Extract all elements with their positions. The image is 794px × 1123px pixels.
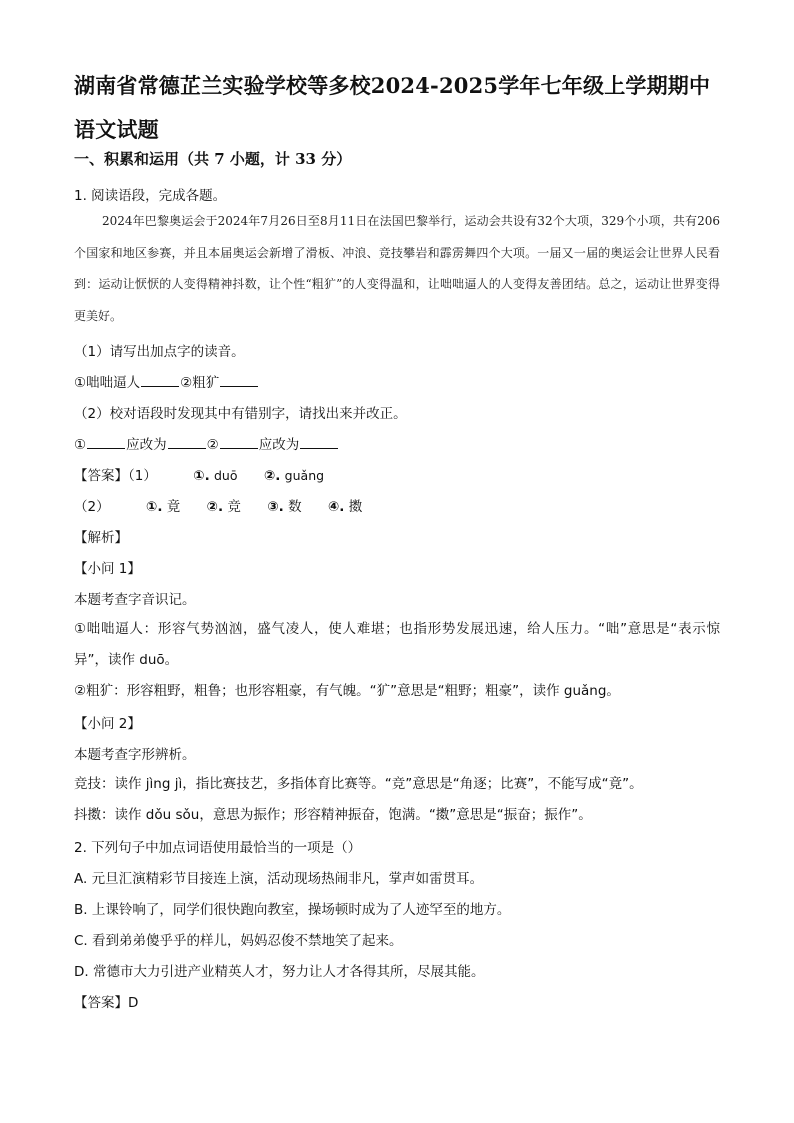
question-2-option-a: A. 元旦汇演精彩节目接连上演，活动现场热闹非凡，掌声如雷贯耳。 (74, 871, 484, 887)
answer-number: ②. (263, 468, 281, 484)
item-marker: ② (206, 437, 219, 453)
answer-value: 竞 (227, 499, 241, 515)
word-duoduobiren: ①咄咄逼人 (74, 375, 141, 391)
answer-value: 竟 (166, 499, 181, 515)
answer-value: 数 (288, 499, 302, 515)
small-question-2-explanation-2: 抖擞：读作 dǒu sǒu，意思为振作；形容精神振奋，饱满。“擞”意思是“振奋；振作”。 (74, 807, 592, 823)
question-2-stem: 2. 下列句子中加点词语使用最恰当的一项是（） (74, 840, 362, 856)
question-2-answer (74, 991, 138, 1011)
item-marker: ① (74, 437, 87, 453)
small-question-2-explanation-1: 竞技：读作 jìng jì，指比赛技艺，多指体育比赛等。“竞”意思是“角逐；比赛”，不能写成“竟”。 (74, 776, 643, 792)
answer-number: ④. (327, 499, 345, 515)
section-heading: 一、积累和运用（共 7 小题，计 33 分） (74, 150, 352, 168)
subquestion-1-blanks (74, 371, 259, 391)
question-2-option-b: B. 上课铃响了，同学们很快跑向教室，操场顿时成为了人迹罕至的地方。 (74, 902, 511, 918)
answer-blank (168, 436, 206, 449)
question-2-option-d: D. 常德市大力引进产业精英人才，努力让人才各得其所，尽展其能。 (74, 964, 485, 980)
answer-line-2 (74, 495, 362, 515)
small-question-2-intro: 本题考查字形辨析。 (74, 747, 196, 763)
small-question-1-explanation-2: ②粗犷：形容粗野，粗鲁；也形容粗豪，有气魄。“犷”意思是“粗野；粗豪”，读作 guǎng。 (74, 683, 620, 699)
subquestion-2-prompt: （2）校对语段时发现其中有错别字，请找出来并改正。 (74, 406, 407, 422)
answer-1b (264, 468, 324, 484)
question-1-passage: 2024年巴黎奥运会于2024年7月26日至8月11日在法国巴黎举行，运动会共设有32个大项，329个小项，共有206个国家和地区参赛，并且本届奥运会新增了滑板、冲浪、竞技攀岩和霹雳舞四个大项。一届又一届的奥运会让世界人民看到：运动让恹恹的人变得精神抖数，让个性“粗犷”的人变得温和，让咄咄逼人的人变得友善团结。总之，运动让世界变得更美好。 (74, 214, 720, 323)
word-cuguang: ②粗犷 (180, 375, 220, 391)
small-question-1-intro: 本题考查字音识记。 (74, 592, 196, 608)
analysis-label: 【解析】 (74, 530, 128, 546)
answer-2a (146, 495, 180, 515)
answer-value: duō (214, 468, 238, 483)
answer-blank (141, 374, 179, 387)
subquestion-1-prompt: （1）请写出加点字的读音。 (74, 344, 245, 360)
answer-2c (267, 495, 301, 515)
answer-number: ②. (206, 499, 224, 515)
answer-value: 擞 (348, 499, 363, 515)
answer-number: ①. (145, 499, 163, 515)
question-2-option-c: C. 看到弟弟傻乎乎的样儿，妈妈忍俊不禁地笑了起来。 (74, 933, 403, 949)
answer-number: ①. (193, 468, 210, 484)
answer-blank (220, 374, 258, 387)
answer-number: ③. (267, 499, 284, 515)
question-1-stem: 1. 阅读语段，完成各题。 (74, 188, 227, 204)
correction-label: 应改为 (126, 437, 167, 453)
answer-blank (87, 436, 125, 449)
answer-2b (207, 495, 241, 515)
correction-label: 应改为 (258, 437, 300, 453)
answer-1a (193, 468, 237, 484)
small-question-1-explanation-1: ①咄咄逼人：形容气势汹汹，盛气凌人，使人难堪；也指形势发展迅速，给人压力。“咄”意思是“表示惊异”，读作 duō。 (74, 621, 720, 668)
subquestion-2-blanks (74, 433, 339, 453)
answer-value: D (128, 995, 139, 1011)
small-question-1-label: 【小问 1】 (74, 561, 141, 577)
answer-2d (328, 495, 362, 515)
answer-label: 【答案】 (74, 995, 128, 1011)
document-title: 湖南省常德芷兰实验学校等多校2024-2025学年七年级上学期期中语文试题 (74, 73, 711, 142)
answer-blank (300, 436, 338, 449)
answer-part-label: （2） (74, 499, 110, 515)
answer-part-label: （1） (128, 468, 157, 484)
answer-value: guǎng (284, 468, 325, 483)
answer-blank (220, 436, 258, 449)
small-question-2-label: 【小问 2】 (74, 716, 141, 732)
answer-label: 【答案】 (74, 468, 128, 484)
answer-line-1 (74, 464, 324, 484)
